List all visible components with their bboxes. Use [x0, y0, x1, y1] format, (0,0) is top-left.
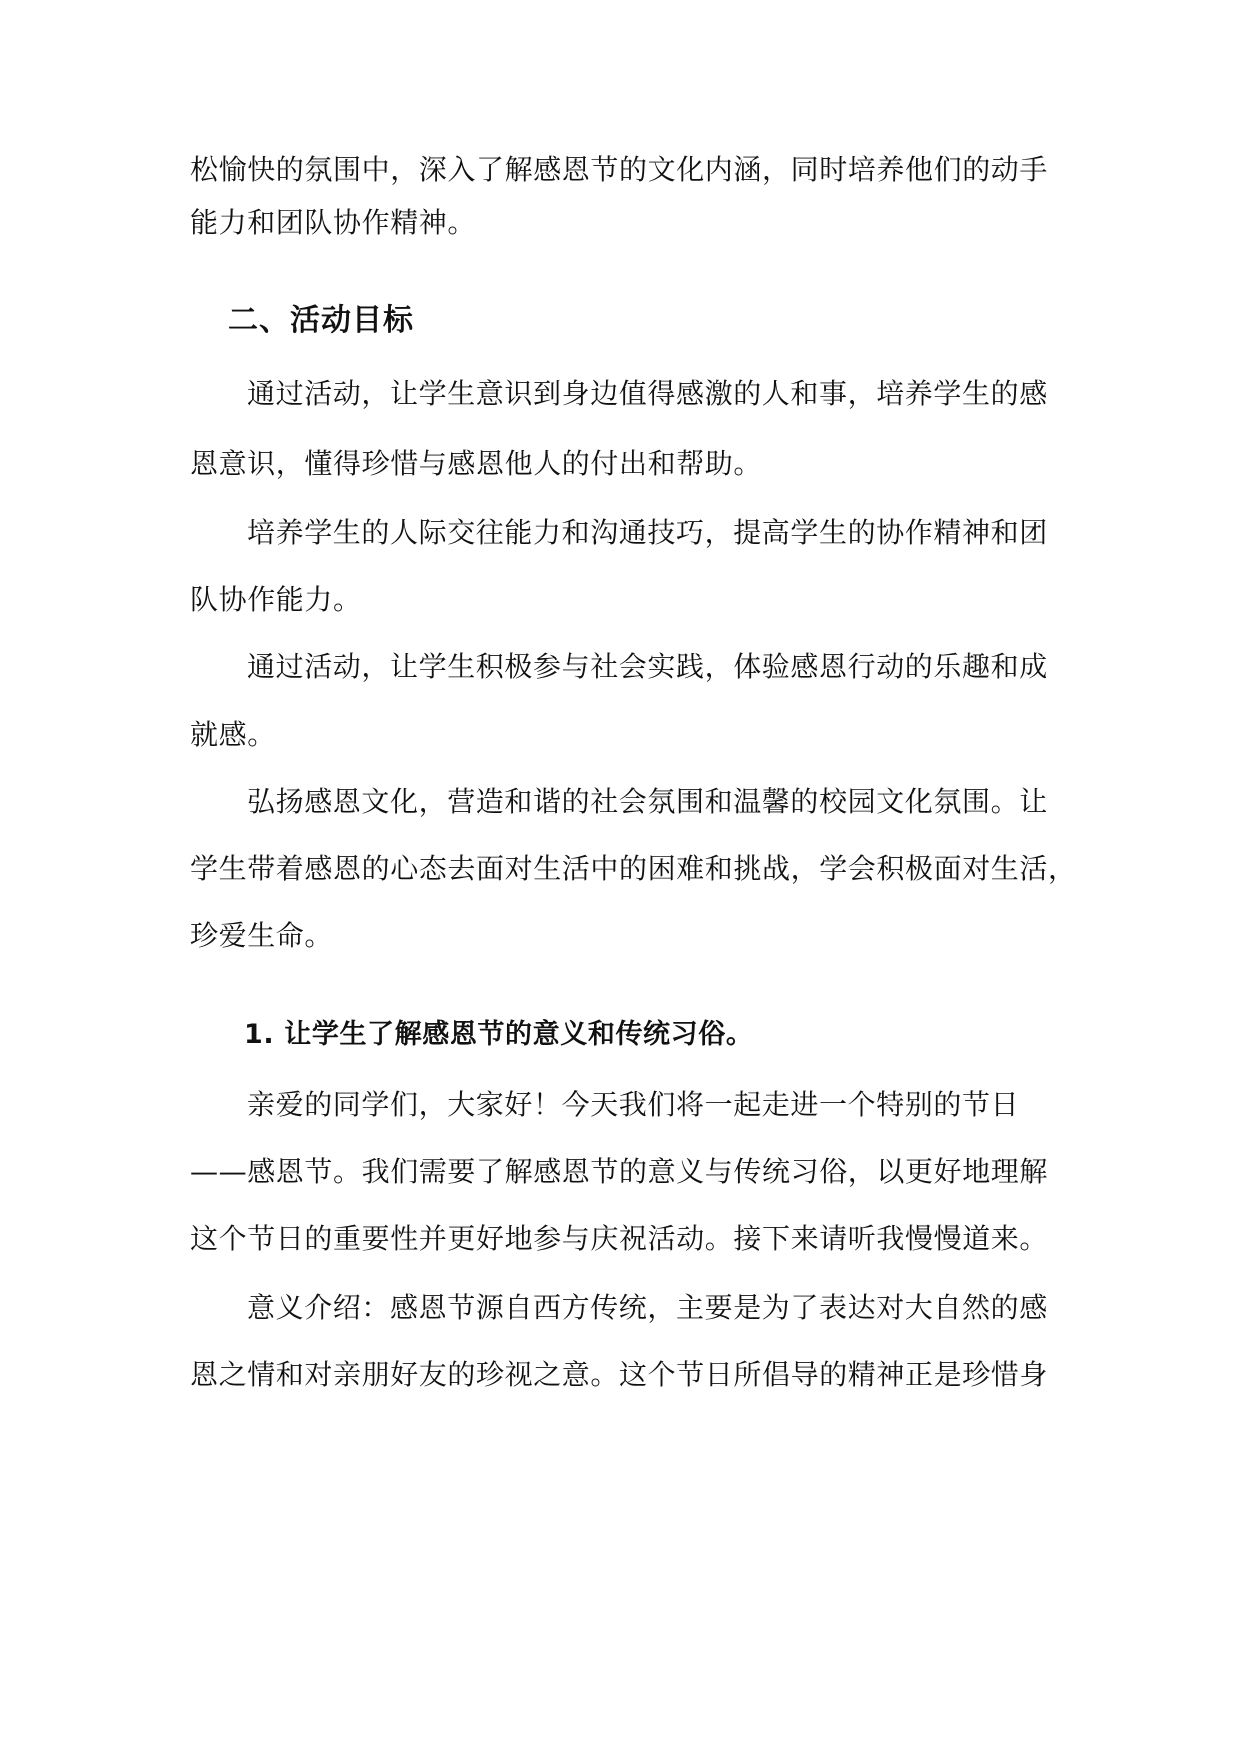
goal-3-line-2: 就感。 [190, 718, 276, 751]
section-heading-activity-goals: 二、活动目标 [228, 303, 414, 338]
goal-2-line-1: 培养学生的人际交往能力和沟通技巧，提高学生的协作精神和团 [247, 516, 1048, 549]
goal-4-line-2: 学生带着感恩的心态去面对生活中的困难和挑战，学会积极面对生活， [190, 852, 1077, 885]
goal-4-line-3: 珍爱生命。 [190, 919, 334, 952]
subsection-para-1-line-3: 这个节日的重要性并更好地参与庆祝活动。接下来请听我慢慢道来。 [190, 1222, 1049, 1255]
goal-1-line-2: 恩意识，懂得珍惜与感恩他人的付出和帮助。 [190, 447, 763, 480]
subsection-para-2-line-1: 意义介绍：感恩节源自西方传统，主要是为了表达对大自然的感 [247, 1291, 1048, 1324]
subsection-para-1-line-2: ——感恩节。我们需要了解感恩节的意义与传统习俗，以更好地理解 [190, 1155, 1049, 1188]
intro-line-1: 松愉快的氛围中，深入了解感恩节的文化内涵，同时培养他们的动手 [190, 153, 1049, 186]
goal-2-line-2: 队协作能力。 [190, 583, 362, 616]
subsection-para-1-line-1: 亲爱的同学们，大家好！今天我们将一起走进一个特别的节日 [247, 1088, 1020, 1121]
subsection-para-2-line-2: 恩之情和对亲朋好友的珍视之意。这个节日所倡导的精神正是珍惜身 [190, 1358, 1049, 1391]
goal-3-line-1: 通过活动，让学生积极参与社会实践，体验感恩行动的乐趣和成 [247, 650, 1048, 683]
goal-4-line-1: 弘扬感恩文化，营造和谐的社会氛围和温馨的校园文化氛围。让 [247, 785, 1048, 818]
goal-1-line-1: 通过活动，让学生意识到身边值得感激的人和事，培养学生的感 [247, 377, 1048, 410]
subsection-heading-1: 1. 让学生了解感恩节的意义和传统习俗。 [244, 1019, 754, 1050]
intro-line-2: 能力和团队协作精神。 [190, 206, 477, 239]
